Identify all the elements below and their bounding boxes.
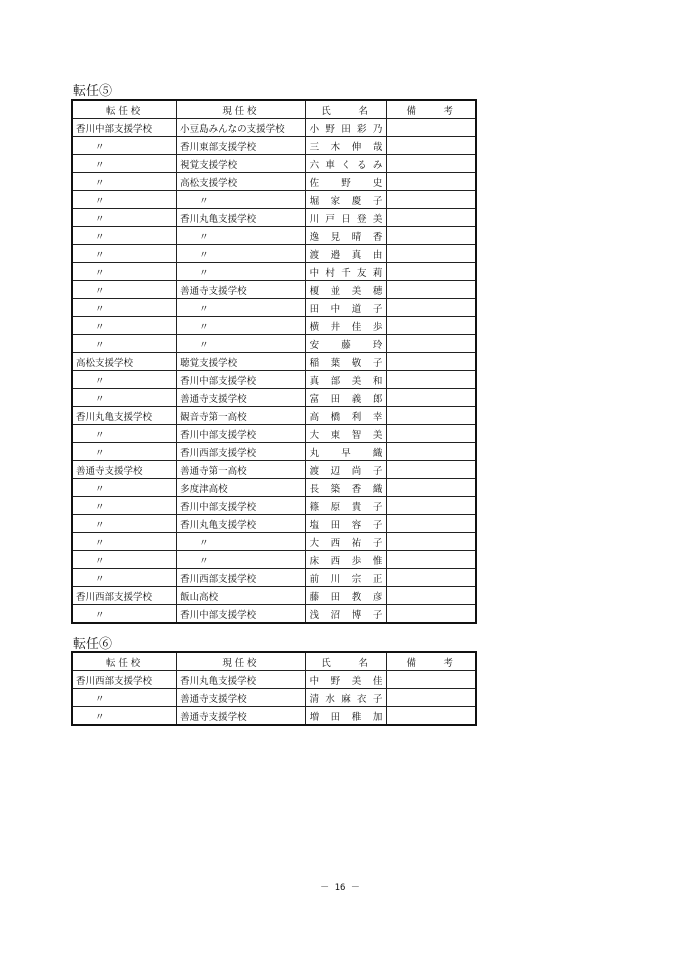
transfer-school-cell: 〃: [72, 497, 177, 515]
remarks-cell: [387, 263, 476, 281]
current-school-cell: 香川中部支援学校: [177, 371, 305, 389]
transfer-school-cell: 〃: [72, 515, 177, 533]
current-school-cell: 善通寺支援学校: [177, 689, 305, 707]
transfer-school-cell: 〃: [72, 533, 177, 551]
transfer-school-cell: 香川西部支援学校: [72, 671, 177, 689]
transfer-school-cell: 〃: [72, 605, 177, 624]
current-school-cell: 観音寺第一高校: [177, 407, 305, 425]
table-row: [72, 155, 476, 173]
transfer-school-cell: 〃: [72, 137, 177, 155]
section6-table: [71, 651, 477, 726]
transfer-school-cell: 高松支援学校: [72, 353, 177, 371]
table-row: [72, 425, 476, 443]
table-row: [72, 335, 476, 353]
name-cell: 増 田 稚 加: [305, 707, 387, 726]
remarks-cell: [387, 443, 476, 461]
current-school-cell: 〃: [177, 335, 305, 353]
remarks-cell: [387, 173, 476, 191]
name-cell: 堀 家 慶 子: [305, 191, 387, 209]
name-cell: 渡 辺 尚 子: [305, 461, 387, 479]
name-cell: 床 西 歩 惟: [305, 551, 387, 569]
remarks-cell: [387, 155, 476, 173]
current-school-cell: 多度津高校: [177, 479, 305, 497]
remarks-cell: [387, 209, 476, 227]
remarks-cell: [387, 551, 476, 569]
transfer-school-cell: 〃: [72, 335, 177, 353]
remarks-cell: [387, 707, 476, 726]
remarks-cell: [387, 371, 476, 389]
name-cell: 田 中 道 子: [305, 299, 387, 317]
remarks-cell: [387, 479, 476, 497]
remarks-cell: [387, 227, 476, 245]
current-school-cell: 香川中部支援学校: [177, 497, 305, 515]
current-school-cell: 香川丸亀支援学校: [177, 209, 305, 227]
table-row: [72, 245, 476, 263]
name-cell: 富 田 義 郎: [305, 389, 387, 407]
table-row: [72, 137, 476, 155]
table-row: [72, 707, 476, 726]
table-row: [72, 497, 476, 515]
name-cell: 中 野 美 佳: [305, 671, 387, 689]
table-row: [72, 191, 476, 209]
remarks-cell: [387, 407, 476, 425]
transfer-school-cell: 〃: [72, 155, 177, 173]
name-cell: 高 橋 利 幸: [305, 407, 387, 425]
table-row: [72, 407, 476, 425]
table-row: [72, 551, 476, 569]
remarks-cell: [387, 191, 476, 209]
current-school-cell: 香川西部支援学校: [177, 443, 305, 461]
transfer-school-cell: 〃: [72, 371, 177, 389]
current-school-cell: 〃: [177, 245, 305, 263]
section5-table: [71, 99, 477, 624]
current-school-cell: 〃: [177, 191, 305, 209]
table-row: [72, 227, 476, 245]
name-cell: 大 東 智 美: [305, 425, 387, 443]
name-cell: 藤 田 教 彦: [305, 587, 387, 605]
transfer-school-cell: 〃: [72, 299, 177, 317]
transfer-school-cell: 善通寺支援学校: [72, 461, 177, 479]
transfer-school-cell: 〃: [72, 245, 177, 263]
name-cell: 真 部 美 和: [305, 371, 387, 389]
current-school-cell: 飯山高校: [177, 587, 305, 605]
current-school-cell: 善通寺第一高校: [177, 461, 305, 479]
transfer-school-cell: 〃: [72, 317, 177, 335]
remarks-cell: [387, 497, 476, 515]
column-header: 備 考: [387, 652, 476, 671]
transfer-school-cell: 〃: [72, 551, 177, 569]
remarks-cell: [387, 317, 476, 335]
table-row: [72, 371, 476, 389]
current-school-cell: 〃: [177, 263, 305, 281]
name-cell: 榎 並 美 穂: [305, 281, 387, 299]
table-row: [72, 533, 476, 551]
transfer-school-cell: 香川丸亀支援学校: [72, 407, 177, 425]
column-header: 氏 名: [305, 652, 387, 671]
current-school-cell: 善通寺支援学校: [177, 389, 305, 407]
section6-title: 転任⑥: [73, 637, 113, 652]
current-school-cell: 〃: [177, 551, 305, 569]
name-cell: 六 車 く る み: [305, 155, 387, 173]
transfer-school-cell: 香川中部支援学校: [72, 119, 177, 137]
current-school-cell: 香川中部支援学校: [177, 605, 305, 624]
column-header: 備 考: [387, 100, 476, 119]
section5-title: 転任⑤: [73, 84, 113, 99]
current-school-cell: 香川東部支援学校: [177, 137, 305, 155]
name-cell: 横 井 佳 歩: [305, 317, 387, 335]
remarks-cell: [387, 515, 476, 533]
remarks-cell: [387, 299, 476, 317]
current-school-cell: 聴覚支援学校: [177, 353, 305, 371]
column-header: 現任校: [177, 652, 305, 671]
name-cell: 佐 野 史: [305, 173, 387, 191]
current-school-cell: 小豆島みんなの支援学校: [177, 119, 305, 137]
transfer-school-cell: 〃: [72, 689, 177, 707]
table-row: [72, 299, 476, 317]
transfer-school-cell: 〃: [72, 389, 177, 407]
current-school-cell: 〃: [177, 317, 305, 335]
name-cell: 中 村 千 友 莉: [305, 263, 387, 281]
name-cell: 丸 早 織: [305, 443, 387, 461]
table-row: [72, 587, 476, 605]
current-school-cell: 〃: [177, 227, 305, 245]
current-school-cell: 香川丸亀支援学校: [177, 671, 305, 689]
column-header: 転任校: [72, 652, 177, 671]
table-row: [72, 515, 476, 533]
table-row: [72, 173, 476, 191]
transfer-school-cell: 〃: [72, 227, 177, 245]
transfer-school-cell: 〃: [72, 707, 177, 726]
transfer-school-cell: 〃: [72, 569, 177, 587]
remarks-cell: [387, 671, 476, 689]
table-row: [72, 605, 476, 624]
table-row: [72, 389, 476, 407]
remarks-cell: [387, 569, 476, 587]
table-row: [72, 317, 476, 335]
current-school-cell: 視覚支援学校: [177, 155, 305, 173]
name-cell: 逸 見 晴 香: [305, 227, 387, 245]
name-cell: 大 西 祐 子: [305, 533, 387, 551]
remarks-cell: [387, 119, 476, 137]
current-school-cell: 〃: [177, 533, 305, 551]
name-cell: 三 木 伸 哉: [305, 137, 387, 155]
header-row: [72, 652, 476, 671]
column-header: 現任校: [177, 100, 305, 119]
table-row: [72, 671, 476, 689]
page-number: － 16 －: [320, 883, 360, 893]
table-row: [72, 263, 476, 281]
remarks-cell: [387, 353, 476, 371]
remarks-cell: [387, 335, 476, 353]
transfer-school-cell: 〃: [72, 209, 177, 227]
table-row: [72, 443, 476, 461]
name-cell: 浅 沼 博 子: [305, 605, 387, 624]
table-row: [72, 479, 476, 497]
current-school-cell: 善通寺支援学校: [177, 281, 305, 299]
remarks-cell: [387, 587, 476, 605]
remarks-cell: [387, 137, 476, 155]
transfer-school-cell: 〃: [72, 173, 177, 191]
current-school-cell: 香川中部支援学校: [177, 425, 305, 443]
remarks-cell: [387, 389, 476, 407]
remarks-cell: [387, 605, 476, 624]
header-row: [72, 100, 476, 119]
name-cell: 清 水 麻 衣 子: [305, 689, 387, 707]
table-row: [72, 353, 476, 371]
current-school-cell: 香川西部支援学校: [177, 569, 305, 587]
transfer-school-cell: 〃: [72, 191, 177, 209]
remarks-cell: [387, 281, 476, 299]
table-row: [72, 281, 476, 299]
transfer-school-cell: 〃: [72, 281, 177, 299]
transfer-school-cell: 〃: [72, 263, 177, 281]
transfer-school-cell: 〃: [72, 479, 177, 497]
table-row: [72, 461, 476, 479]
table-row: [72, 119, 476, 137]
name-cell: 川 戸 日 登 美: [305, 209, 387, 227]
name-cell: 前 川 宗 正: [305, 569, 387, 587]
name-cell: 長 築 香 織: [305, 479, 387, 497]
name-cell: 篠 原 貴 子: [305, 497, 387, 515]
name-cell: 稲 葉 敬 子: [305, 353, 387, 371]
current-school-cell: 〃: [177, 299, 305, 317]
remarks-cell: [387, 245, 476, 263]
name-cell: 渡 邉 真 由: [305, 245, 387, 263]
current-school-cell: 香川丸亀支援学校: [177, 515, 305, 533]
column-header: 氏 名: [305, 100, 387, 119]
remarks-cell: [387, 689, 476, 707]
table-row: [72, 209, 476, 227]
current-school-cell: 善通寺支援学校: [177, 707, 305, 726]
remarks-cell: [387, 533, 476, 551]
remarks-cell: [387, 425, 476, 443]
remarks-cell: [387, 461, 476, 479]
name-cell: 安 藤 玲: [305, 335, 387, 353]
table-row: [72, 689, 476, 707]
name-cell: 塩 田 容 子: [305, 515, 387, 533]
table-row: [72, 569, 476, 587]
transfer-school-cell: 〃: [72, 443, 177, 461]
name-cell: 小 野 田 彩 乃: [305, 119, 387, 137]
transfer-school-cell: 香川西部支援学校: [72, 587, 177, 605]
current-school-cell: 高松支援学校: [177, 173, 305, 191]
column-header: 転任校: [72, 100, 177, 119]
transfer-school-cell: 〃: [72, 425, 177, 443]
